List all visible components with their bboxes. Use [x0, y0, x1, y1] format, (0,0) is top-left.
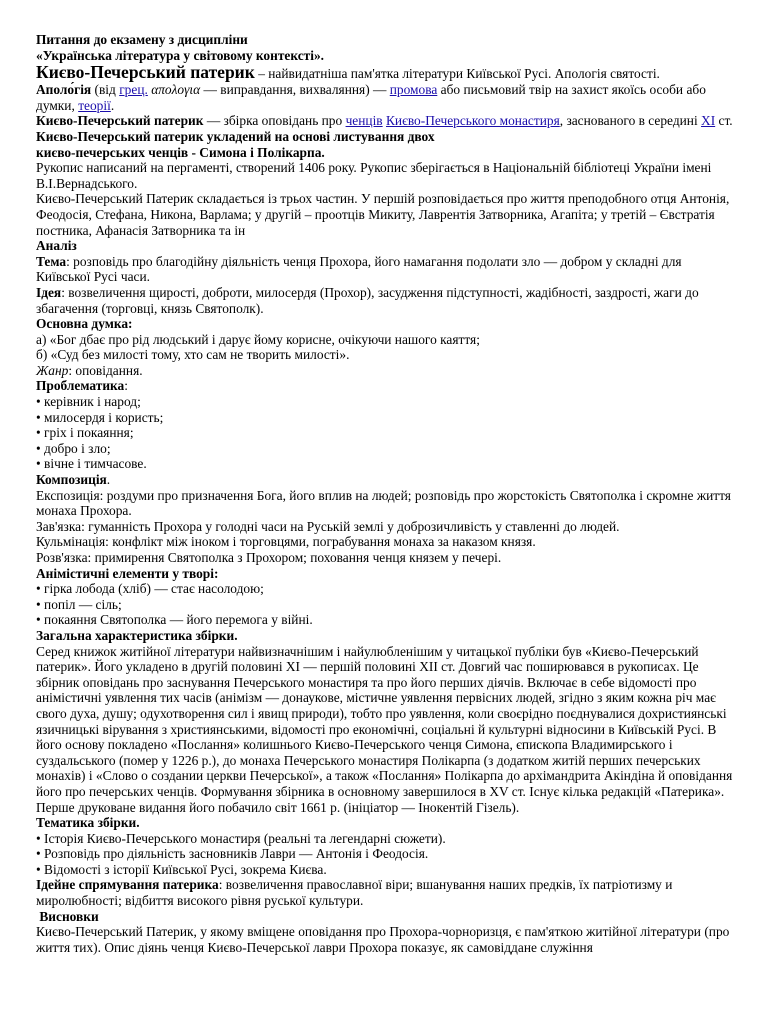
idea-paragraph: Ідея: возвеличення щирості, доброти, милосердя (Прохор), засудження підступності, жадібності, заздрості, жаги до збагачення (торговці, князь Святополк). [36, 284, 699, 316]
list-item: • попіл — сіль; [36, 596, 122, 612]
general-paragraph: Серед книжок житійної літератури найвизначнішим і найулюбленішим у читацької публіки був «Києво-Печерський патерик». Його укладено в другій половині XI — першій половині XII ст. Довгий час поширювався в рукописах. Це збірник оповідань про заснування Печерського монастиря та про його перших діячів. Включає в себе відомості про анімістичні уявлення тих часів (анімізм — донаукове, містичне уявлення первісних людей, згідно з яким кожна річ має свого духа, душу; одухотворення сил і явищ природи), тобто про уявлення, коли своєрідно поєднувалися дохристиянські язичницькі вірування з християнськими, відомості про економічні, соціальні й культурні відносини в Київській Русі. В його основу покладено «Послання» колишнього Києво-Печерського ченця Симона, єпископа Владимирського і суздальського (помер у 1226 р.), до монаха Печерського монастиря Полікарпа (з додатком житій перших печерських монахів) і «Слово о создании церкви Печерської», а також «Послання» Полікарпа до архімандрита Акіндіна й оповідання його про печерських ченців. Формування збірника в основному завершилося в XV ст. Існує кілька редакцій «Патерика». Перше друковане видання його побачило світ 1661 р. (ініціатор — Інокентій Гізель). [36, 643, 733, 815]
manuscript-paragraph: Рукопис написаний на пергаменті, створений 1406 року. Рукопис зберігається в Національній бібліотеці України імені В.І.Вернадського. [36, 160, 712, 191]
basis-line2: києво-печерських ченців - Симона і Полікарпа. [36, 144, 325, 160]
genre-label: Жанр [36, 362, 69, 378]
basis-line1: Києво-Печерський патерик укладений на основі листування двох [36, 128, 435, 144]
intro-paragraph [36, 63, 734, 82]
themes-heading: Тематика збірки. [36, 815, 140, 831]
main-thought-heading: Основна думка: [36, 316, 133, 332]
ideas-label: Ідейне спрямування патерика [36, 877, 219, 893]
theme-label: Тема [36, 253, 67, 269]
intro-text: – найвидатніша пам'ятка літератури Київської Русі. Апологія святості. [254, 66, 660, 82]
composition-plot: Зав'язка: гуманність Прохора у голодні часи на Руській землі у доброзичливість у ставленні до людей. [36, 518, 620, 534]
greek-word: απολογια [147, 82, 201, 98]
list-item: • милосердя і користь; [36, 409, 164, 425]
monks-link[interactable]: ченців [345, 113, 383, 129]
list-item: • добро і зло; [36, 440, 111, 456]
analysis-heading: Аналіз [36, 238, 77, 254]
parts-paragraph: Києво-Печерський Патерик складається із трьох частин. У першій розповідається про життя преподобного отця Антонія, Феодосія, Стефана, Никона, Варлама; у другій – проотців Микиту, Лаврентія Затворника, Агапіта; у третій – Євстратія постника, Афанасія Затворника та ін [36, 191, 730, 238]
theory-link[interactable]: теорії [78, 97, 111, 113]
genre-paragraph: Жанр: оповідання. [36, 362, 143, 378]
thought-b: б) «Суд без милості тому, хто сам не творить милості». [36, 347, 350, 363]
apology-paragraph: Аполо́гія (від грец. απολογια — виправдання, вихваляння) — промова або письмовий твір на захист якоїсь особи або думки, теорії. [36, 82, 706, 113]
century-link[interactable]: XI [701, 113, 716, 129]
monastery-link[interactable]: Києво-Печерського монастиря [385, 113, 560, 129]
speech-link[interactable]: промова [389, 82, 438, 98]
general-heading: Загальна характеристика збірки. [36, 627, 238, 643]
apology-term: Аполо́гія [36, 82, 92, 98]
animistic-heading: Анімістичні елементи у творі: [36, 565, 219, 581]
list-item: • Розповідь про діяльність засновників Лаври — Антонія і Феодосія. [36, 846, 429, 862]
conclusions-heading: Висновки [36, 908, 99, 924]
intro-title: Києво-Печерський патерик [36, 62, 255, 83]
thought-a: а) «Бог дбає про рід людський і дарує йому корисне, очікуючи нашого каяття; [36, 331, 480, 347]
greek-link[interactable]: грец. [119, 82, 148, 98]
theme-paragraph: Тема: розповідь про благодійну діяльність ченця Прохора, його намагання подолати зло — добром у складні для Київської Русі часи. [36, 253, 682, 285]
composition-heading: Композиція. [36, 472, 111, 488]
list-item: • гріх і покаяння; [36, 425, 134, 441]
composition-resolution: Розв'язка: примирення Святополка з Прохором; поховання ченця князем у печері. [36, 550, 502, 565]
composition-climax: Кульмінація: конфлікт між іноком і торговцями, пограбування монаха за наказом князя. [36, 534, 536, 550]
list-item: • керівник і народ; [36, 394, 141, 410]
list-item: • Відомості з історії Київської Русі, зокрема Києва. [36, 861, 327, 877]
list-item: • гірка лобода (хліб) — стає насолодою; [36, 581, 264, 597]
list-item: • покаяння Святополка — його перемога у війні. [36, 612, 313, 628]
conclusions-paragraph: Києво-Печерський Патерик, у якому вміщене оповідання про Прохора-чорноризця, є пам'яткою житійної літератури (про життя тих). Опис діянь ченця Києво-Печерської лаври Прохора показує, як самовіддане служіння [36, 924, 730, 955]
list-item: • вічне і тимчасове. [36, 456, 147, 472]
collection-paragraph: Києво-Печерський патерик — збірка оповідань про ченців Києво-Печерського монастиря, заснованого в середині XI ст. [36, 113, 733, 129]
list-item: • Історія Києво-Печерського монастиря (реальні та легендарні сюжети). [36, 830, 446, 846]
document-page [36, 32, 734, 955]
composition-exposition: Експозиція: роздуми про призначення Бога, його вплив на людей; розповідь про жорстокість Святополка і скромне життя монаха Прохора. [36, 487, 731, 519]
doc-header-line1: Питання до екзамену з дисципліни [36, 32, 248, 47]
collection-term: Києво-Печерський патерик [36, 113, 204, 129]
idea-label: Ідея [36, 284, 62, 300]
doc-header-line2: «Українська література у світовому контексті». [36, 47, 325, 63]
ideas-paragraph: Ідейне спрямування патерика: возвеличення православної віри; вшанування наших предків, їх патріотизму и миролюбності; відбиття високого рівня руської культури. [36, 877, 673, 909]
problems-heading: Проблематика: [36, 378, 128, 394]
